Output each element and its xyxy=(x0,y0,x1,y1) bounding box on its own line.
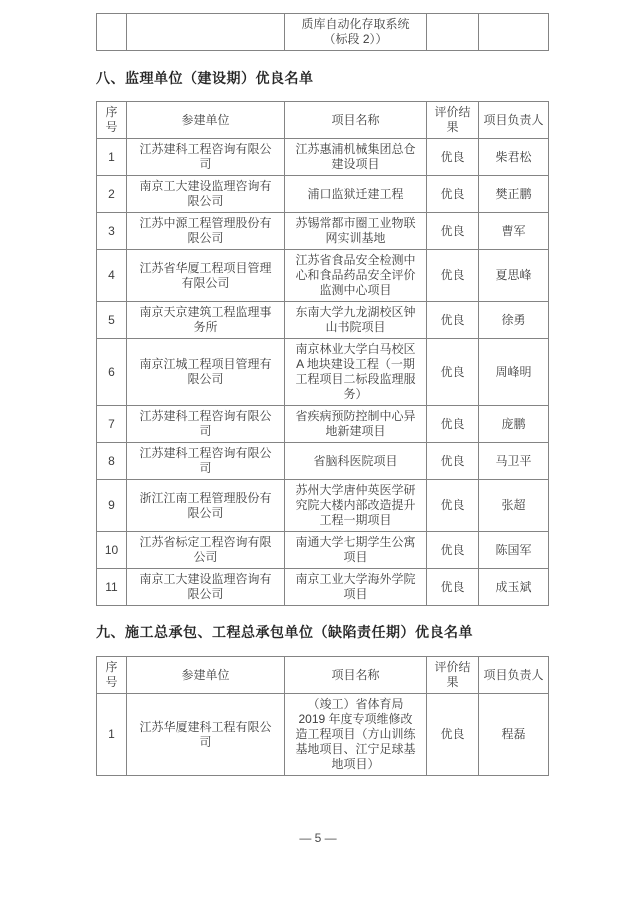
cell: 苏州大学唐仲英医学研究院大楼内部改造提升工程一期项目 xyxy=(285,480,427,532)
cell: 优良 xyxy=(427,139,479,176)
cell: 张超 xyxy=(479,480,549,532)
cell: 优良 xyxy=(427,339,479,406)
cell: 6 xyxy=(97,339,127,406)
cell: 庞鹏 xyxy=(479,406,549,443)
column-header: 项目负责人 xyxy=(479,102,549,139)
cell: 1 xyxy=(97,694,127,776)
cell: 南通大学七期学生公寓项目 xyxy=(285,532,427,569)
cell: 5 xyxy=(97,302,127,339)
cell: （竣工）省体育局 2019 年度专项维修改造工程项目（方山训练基地项目、江宁足球基地项目） xyxy=(285,694,427,776)
cell: 8 xyxy=(97,443,127,480)
table-row xyxy=(97,14,549,51)
cell: 夏思峰 xyxy=(479,250,549,302)
cell: 浦口监狱迁建工程 xyxy=(285,176,427,213)
page-number-footer: — 5 — xyxy=(299,831,337,845)
cell: 南京江城工程项目管理有限公司 xyxy=(127,339,285,406)
cell: 优良 xyxy=(427,443,479,480)
column-header: 项目名称 xyxy=(285,102,427,139)
cell: 10 xyxy=(97,532,127,569)
cell: 程磊 xyxy=(479,694,549,776)
cell xyxy=(127,14,285,51)
cell: 优良 xyxy=(427,569,479,606)
cell: 徐勇 xyxy=(479,302,549,339)
table-row xyxy=(97,694,549,776)
cell: 东南大学九龙湖校区钟山书院项目 xyxy=(285,302,427,339)
cell xyxy=(97,14,127,51)
table-row xyxy=(97,302,549,339)
cell: 江苏省华厦工程项目管理有限公司 xyxy=(127,250,285,302)
table-row xyxy=(97,569,549,606)
cell: 江苏华厦建科工程有限公司 xyxy=(127,694,285,776)
cell: 曹军 xyxy=(479,213,549,250)
column-header: 参建单位 xyxy=(127,102,285,139)
column-header: 项目名称 xyxy=(285,657,427,694)
cell: 周峰明 xyxy=(479,339,549,406)
column-header: 序号 xyxy=(97,102,127,139)
cell: 江苏建科工程咨询有限公司 xyxy=(127,139,285,176)
section-8-heading: 八、监理单位（建设期）优良名单 xyxy=(96,70,314,86)
table-row xyxy=(97,339,549,406)
cell xyxy=(427,14,479,51)
cell: 优良 xyxy=(427,176,479,213)
table-row xyxy=(97,213,549,250)
column-header: 项目负责人 xyxy=(479,657,549,694)
cell: 9 xyxy=(97,480,127,532)
cell: 南京天京建筑工程监理事务所 xyxy=(127,302,285,339)
column-header: 评价结果 xyxy=(427,657,479,694)
cell: 优良 xyxy=(427,532,479,569)
cell: 优良 xyxy=(427,694,479,776)
section-9-table xyxy=(96,656,549,776)
section-9-heading: 九、施工总承包、工程总承包单位（缺陷责任期）优良名单 xyxy=(96,624,473,640)
cell: 1 xyxy=(97,139,127,176)
cell: 苏锡常都市圈工业物联网实训基地 xyxy=(285,213,427,250)
cell: 江苏省食品安全检测中心和食品药品安全评价监测中心项目 xyxy=(285,250,427,302)
header-row xyxy=(97,657,549,694)
table-row xyxy=(97,176,549,213)
page-content xyxy=(96,0,548,776)
cell: 江苏惠浦机械集团总仓建设项目 xyxy=(285,139,427,176)
cell: 4 xyxy=(97,250,127,302)
table-row xyxy=(97,250,549,302)
cell: 优良 xyxy=(427,302,479,339)
table-row xyxy=(97,406,549,443)
table-row xyxy=(97,480,549,532)
cell: 成玉斌 xyxy=(479,569,549,606)
cell: 省脑科医院项目 xyxy=(285,443,427,480)
cell: 优良 xyxy=(427,250,479,302)
column-header: 评价结果 xyxy=(427,102,479,139)
cell: 南京工大建设监理咨询有限公司 xyxy=(127,569,285,606)
cell: 樊正鹏 xyxy=(479,176,549,213)
carryover-table xyxy=(96,13,549,51)
header-row xyxy=(97,102,549,139)
cell xyxy=(479,14,549,51)
cell: 3 xyxy=(97,213,127,250)
table-row xyxy=(97,139,549,176)
cell: 南京工大建设监理咨询有限公司 xyxy=(127,176,285,213)
cell: 11 xyxy=(97,569,127,606)
cell: 优良 xyxy=(427,406,479,443)
cell: 南京林业大学白马校区A 地块建设工程（一期工程项目二标段监理服务） xyxy=(285,339,427,406)
cell: 省疾病预防控制中心异地新建项目 xyxy=(285,406,427,443)
cell: 陈国军 xyxy=(479,532,549,569)
cell: 7 xyxy=(97,406,127,443)
cell: 2 xyxy=(97,176,127,213)
cell: 江苏省标定工程咨询有限公司 xyxy=(127,532,285,569)
cell: 马卫平 xyxy=(479,443,549,480)
cell: 江苏中源工程管理股份有限公司 xyxy=(127,213,285,250)
cell: 江苏建科工程咨询有限公司 xyxy=(127,406,285,443)
table-row xyxy=(97,532,549,569)
cell: 质库自动化存取系统（标段 2）） xyxy=(285,14,427,51)
cell: 浙江江南工程管理股份有限公司 xyxy=(127,480,285,532)
cell: 江苏建科工程咨询有限公司 xyxy=(127,443,285,480)
column-header: 参建单位 xyxy=(127,657,285,694)
table-row xyxy=(97,443,549,480)
section-8-table xyxy=(96,101,549,606)
cell: 柴君松 xyxy=(479,139,549,176)
cell: 优良 xyxy=(427,213,479,250)
column-header: 序号 xyxy=(97,657,127,694)
cell: 南京工业大学海外学院项目 xyxy=(285,569,427,606)
cell: 优良 xyxy=(427,480,479,532)
